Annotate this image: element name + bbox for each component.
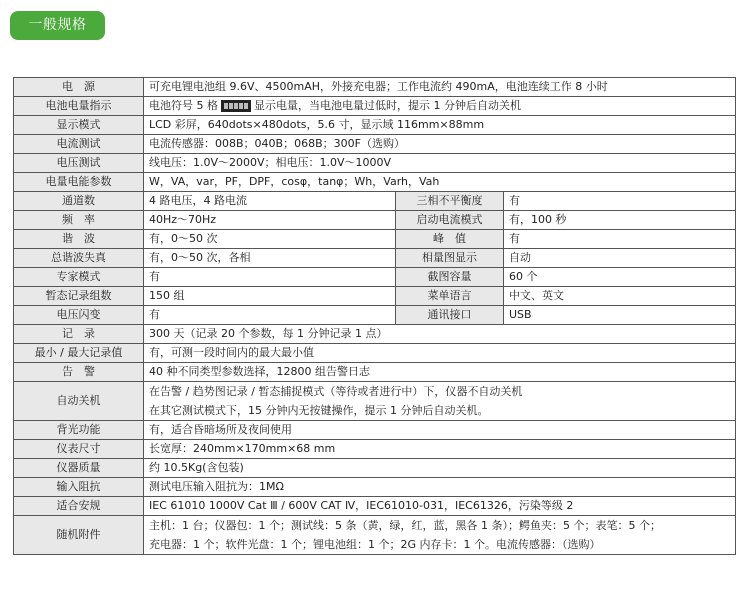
row-label: 告 警	[14, 363, 144, 382]
row-label: 随机附件	[14, 516, 144, 555]
row-value: 150 组	[144, 287, 396, 306]
row-label: 记 录	[14, 325, 144, 344]
row-label-secondary: 三相不平衡度	[396, 192, 504, 211]
table-row	[14, 516, 736, 555]
row-label: 电压测试	[14, 154, 144, 173]
row-value-secondary: 有	[504, 192, 736, 211]
row-value-secondary: 60 个	[504, 268, 736, 287]
row-value	[144, 97, 736, 116]
row-label: 暂态记录组数	[14, 287, 144, 306]
row-value: 有，可测一段时间内的最大最小值	[144, 344, 736, 363]
spec-table	[13, 77, 736, 555]
table-row	[14, 154, 736, 173]
row-label: 电压闪变	[14, 306, 144, 325]
row-value: 有，适合昏暗场所及夜间使用	[144, 421, 736, 440]
row-value-secondary: 有	[504, 230, 736, 249]
table-row	[14, 78, 736, 97]
table-row	[14, 459, 736, 478]
row-value: 40Hz～70Hz	[144, 211, 396, 230]
row-label: 频 率	[14, 211, 144, 230]
table-row	[14, 249, 736, 268]
row-value-secondary: USB	[504, 306, 736, 325]
row-value-line: 主机：1 台；仪器包：1 个；测试线：5 条（黄，绿，红，蓝，黑各 1 条）；鳄鱼夹：5 个；表笔：5 个；	[149, 519, 661, 532]
row-label: 仪器质量	[14, 459, 144, 478]
row-label-secondary: 截图容量	[396, 268, 504, 287]
row-value: 有	[144, 268, 396, 287]
row-value: 有，0～50 次	[144, 230, 396, 249]
row-value-secondary: 中文、英文	[504, 287, 736, 306]
table-row	[14, 192, 736, 211]
table-row	[14, 268, 736, 287]
table-row	[14, 211, 736, 230]
table-row	[14, 173, 736, 192]
row-label: 背光功能	[14, 421, 144, 440]
table-row	[14, 344, 736, 363]
battery-text-before: 电池符号 5 格	[149, 99, 218, 112]
table-row	[14, 116, 736, 135]
row-label-secondary: 启动电流模式	[396, 211, 504, 230]
table-row	[14, 382, 736, 421]
row-value: 4 路电压，4 路电流	[144, 192, 396, 211]
section-tag: 一般规格	[10, 11, 105, 40]
row-label: 自动关机	[14, 382, 144, 421]
row-label: 电 源	[14, 78, 144, 97]
table-row	[14, 97, 736, 116]
row-value: 40 种不同类型参数选择，12800 组告警日志	[144, 363, 736, 382]
table-row	[14, 478, 736, 497]
row-value-secondary: 自动	[504, 249, 736, 268]
row-label: 专家模式	[14, 268, 144, 287]
table-row	[14, 230, 736, 249]
row-value: 300 天（记录 20 个参数，每 1 分钟记录 1 点）	[144, 325, 736, 344]
row-value	[144, 516, 736, 555]
table-row	[14, 363, 736, 382]
row-value: 线电压：1.0V～2000V；相电压：1.0V～1000V	[144, 154, 736, 173]
row-label-secondary: 相量图显示	[396, 249, 504, 268]
row-value: 长宽厚：240mm×170mm×68 mm	[144, 440, 736, 459]
table-row	[14, 287, 736, 306]
row-value: IEC 61010 1000V Cat Ⅲ / 600V CAT Ⅳ，IEC61010-031，IEC61326，污染等级 2	[144, 497, 736, 516]
row-label: 电流测试	[14, 135, 144, 154]
row-value-secondary: 有，100 秒	[504, 211, 736, 230]
table-row	[14, 440, 736, 459]
table-row	[14, 135, 736, 154]
table-row	[14, 497, 736, 516]
row-value-line: 在告警 / 趋势图记录 / 暂态捕捉模式（等待或者进行中）下，仪器不自动关机	[149, 385, 523, 398]
row-value-line: 在其它测试模式下，15 分钟内无按键操作，提示 1 分钟后自动关机。	[149, 404, 489, 417]
row-label-secondary: 通讯接口	[396, 306, 504, 325]
row-value: W，VA，var，PF，DPF，cosφ，tanφ；Wh，Varh，Vah	[144, 173, 736, 192]
row-label: 适合安规	[14, 497, 144, 516]
row-value: 可充电锂电池组 9.6V、4500mAH，外接充电器；工作电流约 490mA，电池连续工作 8 小时	[144, 78, 736, 97]
battery-text-after: 显示电量，当电池电量过低时，提示 1 分钟后自动关机	[254, 99, 521, 112]
row-label: 显示模式	[14, 116, 144, 135]
row-value: 有，0～50 次，各相	[144, 249, 396, 268]
row-value: LCD 彩屏，640dots×480dots，5.6 寸，显示域 116mm×88mm	[144, 116, 736, 135]
row-label: 总谐波失真	[14, 249, 144, 268]
table-row	[14, 325, 736, 344]
row-label: 最小 / 最大记录值	[14, 344, 144, 363]
table-row	[14, 421, 736, 440]
row-label: 通道数	[14, 192, 144, 211]
row-value: 约 10.5Kg(含包装)	[144, 459, 736, 478]
row-label-secondary: 峰 值	[396, 230, 504, 249]
row-value-line: 充电器：1 个；软件光盘：1 个；锂电池组：1 个；2G 内存卡：1 个。电流传感器：（选购）	[149, 538, 601, 551]
row-label: 谐 波	[14, 230, 144, 249]
table-row	[14, 306, 736, 325]
row-value: 电流传感器：008B；040B；068B；300F（选购）	[144, 135, 736, 154]
row-label: 输入阻抗	[14, 478, 144, 497]
row-value: 有	[144, 306, 396, 325]
row-label: 电量电能参数	[14, 173, 144, 192]
row-value	[144, 382, 736, 421]
row-label: 电池电量指示	[14, 97, 144, 116]
row-label-secondary: 菜单语言	[396, 287, 504, 306]
row-label: 仪表尺寸	[14, 440, 144, 459]
battery-level-icon	[221, 100, 251, 112]
row-value: 测试电压输入阻抗为：1MΩ	[144, 478, 736, 497]
